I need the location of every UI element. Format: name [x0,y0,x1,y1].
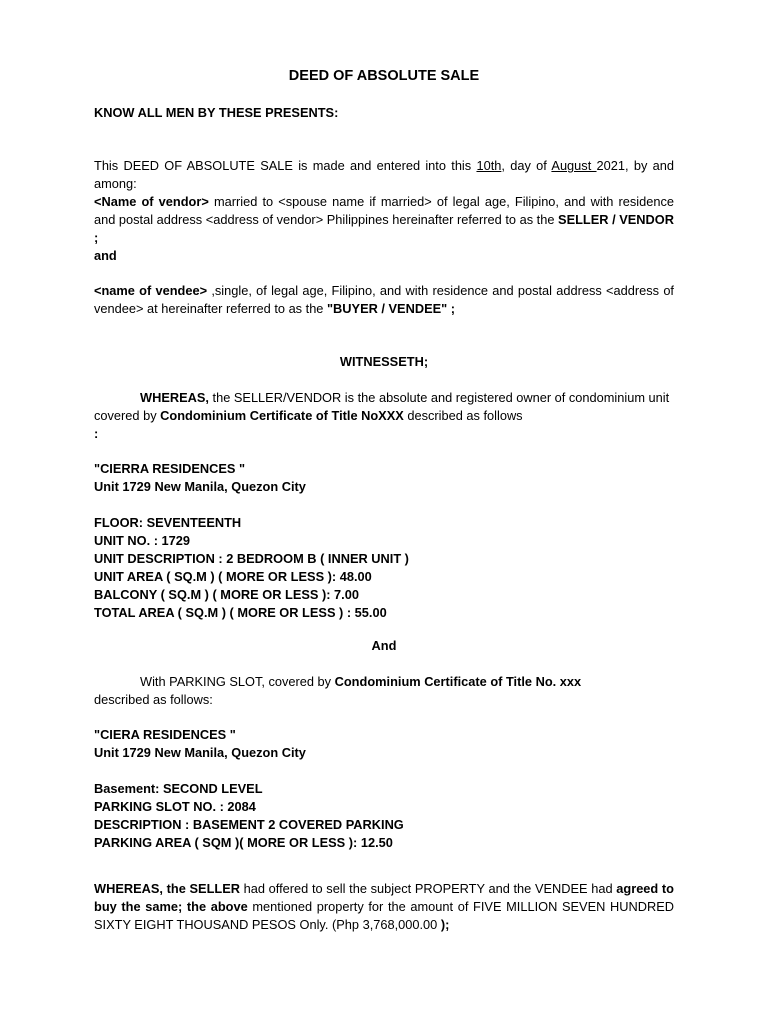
intro-paragraph [94,157,674,193]
and-center: And [371,638,397,653]
vendor-name: <Name of vendor> [94,194,209,209]
document-title: DEED OF ABSOLUTE SALE [288,68,480,84]
unit-property-name: "CIERRA RESIDENCES " [94,461,246,476]
whereas-offer-paragraph [94,880,674,934]
whereas-offer-text: had offered to sell the subject [239,881,415,896]
whereas-offer-lead: WHEREAS, the SELLER [94,881,240,896]
unit-certificate: Condominium Certificate of Title NoXXX [160,408,404,423]
whereas-text: the SELLER/VENDOR is the absolute and registered owner of condominium unit covered by [94,390,670,423]
unit-detail-line: FLOOR: SEVENTEENTH [94,515,242,530]
vendor-paragraph [94,193,674,247]
unit-detail-line: UNIT AREA ( SQ.M ) ( MORE OR LESS ): 48.00 [94,569,372,584]
unit-property-block [94,460,674,496]
and-line: and [94,248,117,263]
parking-detail-line: PARKING SLOT NO. : 2084 [94,799,256,814]
parking-detail-line: Basement: SECOND LEVEL [94,781,263,796]
vendee-text: ,single, of legal age, Filipino, and with residence and postal address <address of vendee> at hereinafter referred to as the [94,283,674,316]
whereas-offer-end: ); [440,917,450,932]
unit-detail-line: UNIT DESCRIPTION : 2 BEDROOM B ( INNER UNIT ) [94,551,409,566]
unit-detail-line: BALCONY ( SQ.M ) ( MORE OR LESS ): 7.00 [94,587,359,602]
whereas-colon: : [94,426,99,441]
whereas-offer-text-4: mentioned property for the amount of FIVE MILLION SEVEN HUNDRED SIXTY EIGHT THOUSAND PESOS Only. (Php 3,768,000.00 [94,899,674,932]
whereas-offer-agreed: agreed to buy the same; the above [94,881,674,914]
parking-details-list [94,780,674,852]
vendee-role: "BUYER / VENDEE" ; [326,301,456,316]
intro-month: August [551,158,597,173]
whereas-offer-text-2: and the [484,881,535,896]
parking-detail-line: DESCRIPTION : BASEMENT 2 COVERED PARKING [94,817,404,832]
vendee-paragraph [94,282,674,318]
parking-detail-line: PARKING AREA ( SQM )( MORE OR LESS ): 12.50 [94,835,393,850]
parking-text: With PARKING SLOT, covered by [140,674,335,689]
whereas-offer-text-3: had [587,881,617,896]
parking-property-name: "CIERA RESIDENCES " [94,727,236,742]
whereas-text-2: described as follows [403,408,523,423]
intro-text: This DEED OF ABSOLUTE SALE is made and entered into this [94,158,477,173]
vendor-text: married to <spouse name if married> of legal age, Filipino, and with residence and postal address <address of vendor> Philippines hereinafter referred to as the [94,194,674,227]
unit-detail-line: TOTAL AREA ( SQ.M ) ( MORE OR LESS ) : 55.00 [94,605,387,620]
whereas-offer-vendee: VENDEE [534,881,588,896]
unit-detail-line: UNIT NO. : 1729 [94,533,191,548]
witnesseth-heading: WITNESSETH; [339,354,429,369]
whereas-offer-property: PROPERTY [414,881,485,896]
intro-day: 10th [476,158,502,173]
parking-certificate: Condominium Certificate of Title No. xxx [334,674,582,689]
unit-property-address: Unit 1729 New Manila, Quezon City [94,479,306,494]
vendor-role: SELLER / VENDOR ; [94,212,674,245]
vendee-name: <name of vendee> [94,283,208,298]
whereas-lead: WHEREAS, [140,390,209,405]
parking-property-block [94,726,674,762]
parking-paragraph [94,673,674,709]
parking-property-address: Unit 1729 New Manila, Quezon City [94,745,306,760]
know-all-heading: KNOW ALL MEN BY THESE PRESENTS: [94,105,339,120]
unit-details-list [94,514,674,622]
parking-text-2: described as follows: [94,692,213,707]
intro-text-2: , day of [501,158,552,173]
intro-text-3: 2021, by and among: [94,158,674,191]
whereas-ownership-paragraph [94,389,674,443]
